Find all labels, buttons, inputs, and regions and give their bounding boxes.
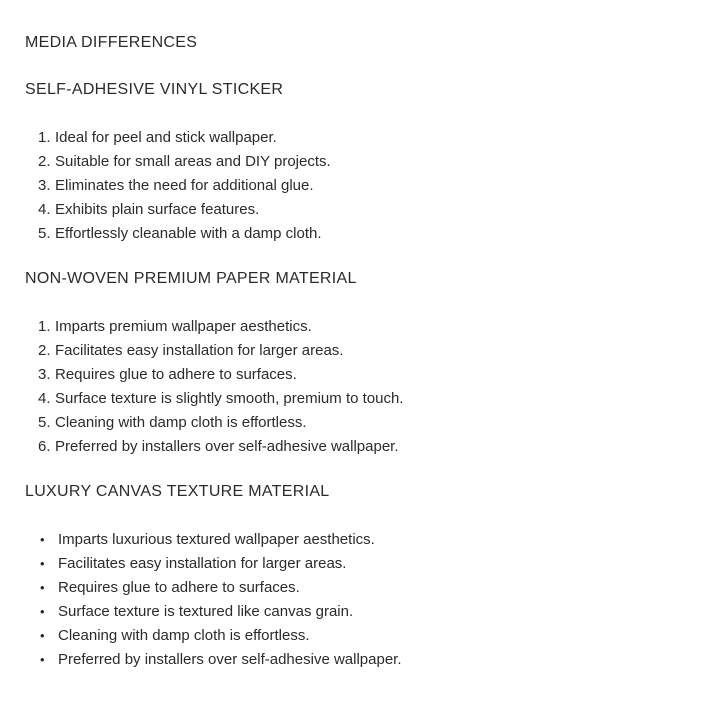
section-heading: NON-WOVEN PREMIUM PAPER MATERIAL: [25, 270, 357, 287]
list-item: [38, 126, 695, 150]
list-item-text: Requires glue to adhere to surfaces.: [55, 366, 297, 383]
list-item-number: 6.: [38, 438, 51, 455]
list-item: [38, 435, 695, 459]
list-item-text: Surface texture is slightly smooth, premium to touch.: [55, 390, 404, 407]
bullet-icon: •: [40, 604, 45, 619]
list-item-text: Surface texture is textured like canvas grain.: [58, 603, 354, 620]
list-item-number: 5.: [38, 225, 51, 242]
list-item-text: Facilitates easy installation for larger areas.: [58, 555, 347, 572]
list-item-number: 3.: [38, 177, 51, 194]
list-item: [40, 576, 695, 600]
list-item: [38, 387, 695, 411]
list-item-text: Preferred by installers over self-adhesive wallpaper.: [55, 438, 399, 455]
list-item-text: Exhibits plain surface features.: [55, 201, 260, 218]
list-item-number: 5.: [38, 414, 51, 431]
list-item: [38, 411, 695, 435]
ordered-list: [25, 315, 695, 459]
bulleted-list: [25, 528, 695, 672]
list-item-number: 3.: [38, 366, 51, 383]
bullet-icon: •: [40, 652, 45, 667]
list-item: [38, 174, 695, 198]
list-item-text: Preferred by installers over self-adhesive wallpaper.: [58, 651, 402, 668]
list-item-text: Cleaning with damp cloth is effortless.: [58, 627, 310, 644]
bullet-icon: •: [40, 628, 45, 643]
list-item-text: Cleaning with damp cloth is effortless.: [55, 414, 307, 431]
ordered-list: [25, 126, 695, 246]
list-item-number: 1.: [38, 318, 51, 335]
list-item-number: 1.: [38, 129, 51, 146]
list-item-text: Suitable for small areas and DIY projects.: [55, 153, 331, 170]
list-item: [38, 198, 695, 222]
list-item: [40, 624, 695, 648]
list-item: [38, 339, 695, 363]
list-item-number: 4.: [38, 201, 51, 218]
list-item: [38, 363, 695, 387]
list-item: [38, 222, 695, 246]
section-self-adhesive-vinyl-sticker: [25, 80, 695, 246]
list-item-text: Imparts luxurious textured wallpaper aesthetics.: [58, 531, 375, 548]
list-item-text: Requires glue to adhere to surfaces.: [58, 579, 300, 596]
list-item-text: Eliminates the need for additional glue.: [55, 177, 314, 194]
bullet-icon: •: [40, 556, 45, 571]
section-luxury-canvas-texture: [25, 482, 695, 672]
list-item-text: Ideal for peel and stick wallpaper.: [55, 129, 277, 146]
list-item: [38, 150, 695, 174]
bullet-icon: •: [40, 580, 45, 595]
section-non-woven-premium-paper: [25, 269, 695, 459]
list-item: [40, 600, 695, 624]
list-item-text: Imparts premium wallpaper aesthetics.: [55, 318, 312, 335]
section-heading: SELF-ADHESIVE VINYL STICKER: [25, 81, 284, 98]
list-item: [38, 315, 695, 339]
list-item: [40, 648, 695, 672]
section-heading: LUXURY CANVAS TEXTURE MATERIAL: [25, 483, 330, 500]
list-item-number: 4.: [38, 390, 51, 407]
list-item-number: 2.: [38, 153, 51, 170]
list-item-text: Effortlessly cleanable with a damp cloth.: [55, 225, 322, 242]
bullet-icon: •: [40, 532, 45, 547]
list-item: [40, 552, 695, 576]
list-item-number: 2.: [38, 342, 51, 359]
document-title: MEDIA DIFFERENCES: [25, 34, 198, 51]
list-item: [40, 528, 695, 552]
list-item-text: Facilitates easy installation for larger areas.: [55, 342, 344, 359]
